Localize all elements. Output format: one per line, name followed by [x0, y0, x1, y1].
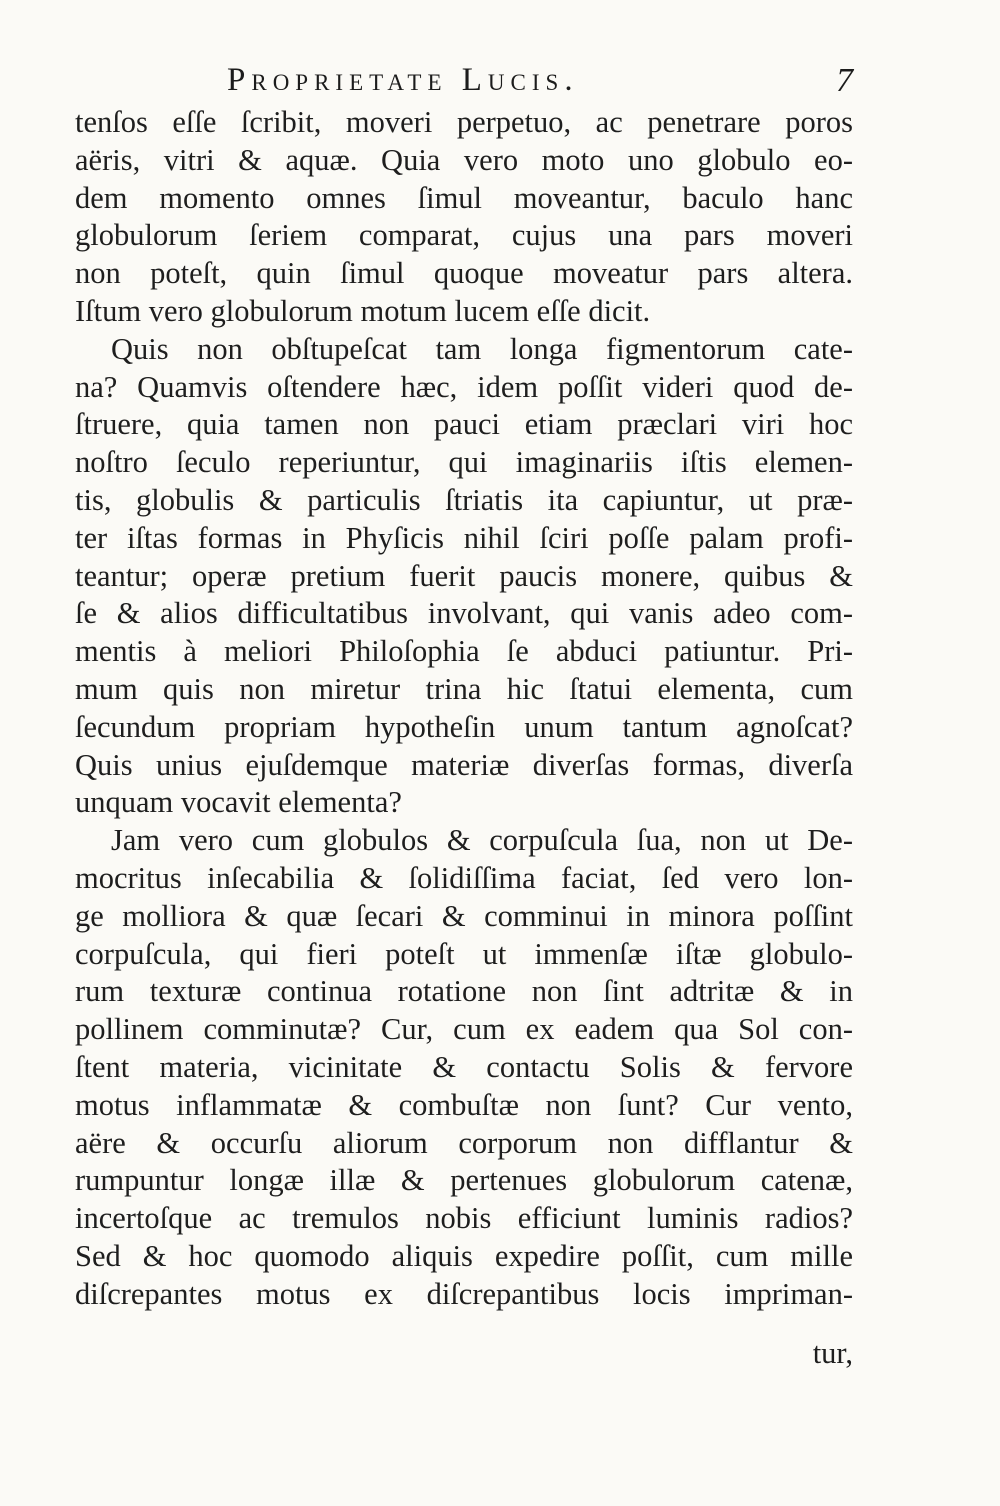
text-line: mocritus inſecabilia & ſolidiſſima faciat, ſed vero lon- [75, 860, 853, 895]
text-line: aëris, vitri & aquæ. Quia vero moto uno globulo eo- [75, 142, 853, 177]
text-line: ſecundum propriam hypotheſin unum tantum agnoſcat? [75, 709, 853, 744]
paragraph-start-line: Jam vero cum globulos & corpuſcula ſua, non ut De- [111, 823, 853, 858]
paragraph-start-line: Quis non obſtupeſcat tam longa figmentorum cate- [111, 331, 853, 366]
text-line: aëre & occurſu aliorum corporum non difflantur & [75, 1125, 853, 1160]
text-line: ſtent materia, vicinitate & contactu Solis & fervore [75, 1049, 853, 1084]
text-line: rum texturæ continua rotatione non ſint adtritæ & in [75, 974, 853, 1009]
page-header [75, 62, 853, 106]
text-line: Quis unius ejuſdemque materiæ diverſas formas, diverſa [75, 747, 853, 782]
text-line: tis, globulis & particulis ſtriatis ita capiuntur, ut præ- [75, 482, 853, 517]
body-text [75, 104, 853, 1314]
text-line: tenſos eſſe ſcribit, moveri perpetuo, ac penetrare poros [75, 105, 853, 139]
text-line: na? Quamvis oſtendere hæc, idem poſſit videri quod de- [75, 369, 853, 404]
text-line: Iſtum vero globulorum motum lucem eſſe dicit. [75, 293, 651, 328]
text-line: unquam vocavit elementa? [75, 785, 402, 820]
text-line: teantur; operæ pretium fuerit paucis monere, quibus & [75, 558, 853, 593]
text-line: rumpuntur longæ illæ & pertenues globulorum catenæ, [75, 1163, 853, 1198]
catchword: tur, [812, 1336, 853, 1370]
text-line: ſe & alios difficultatibus involvant, qui vanis adeo com- [75, 596, 853, 631]
text-line: motus inflammatæ & combuſtæ non ſunt? Cur vento, [75, 1087, 853, 1122]
text-line: corpuſcula, qui fieri poteſt ut immenſæ iſtæ globulo- [75, 936, 853, 971]
page-number: 7 [836, 62, 853, 99]
text-line: pollinem comminutæ? Cur, cum ex eadem qua Sol con- [75, 1012, 853, 1047]
running-title: Proprietate Lucis. [227, 62, 579, 98]
text-line: diſcrepantes motus ex diſcrepantibus locis impriman- [75, 1276, 853, 1311]
text-line: mum quis non miretur trina hic ſtatui elementa, cum [75, 671, 853, 706]
text-line: incertoſque ac tremulos nobis efficiunt luminis radios? [75, 1201, 853, 1236]
text-line: globulorum ſeriem comparat, cujus una pars moveri [75, 218, 853, 253]
text-line: ge molliora & quæ ſecari & comminui in minora poſſint [75, 898, 853, 933]
text-line: ter iſtas formas in Phyſicis nihil ſciri poſſe palam profi- [75, 520, 853, 555]
text-line: dem momento omnes ſimul moveantur, baculo hanc [75, 180, 853, 215]
text-line: ſtruere, quia tamen non pauci etiam præclari viri hoc [75, 407, 853, 442]
text-line: mentis à meliori Philoſophia ſe abduci patiuntur. Pri- [75, 634, 853, 669]
text-line: non poteſt, quin ſimul quoque moveatur pars altera. [75, 256, 853, 291]
text-line: noſtro ſeculo reperiuntur, qui imaginariis iſtis elemen- [75, 445, 853, 480]
text-line: Sed & hoc quomodo aliquis expedire poſſit, cum mille [75, 1238, 853, 1273]
